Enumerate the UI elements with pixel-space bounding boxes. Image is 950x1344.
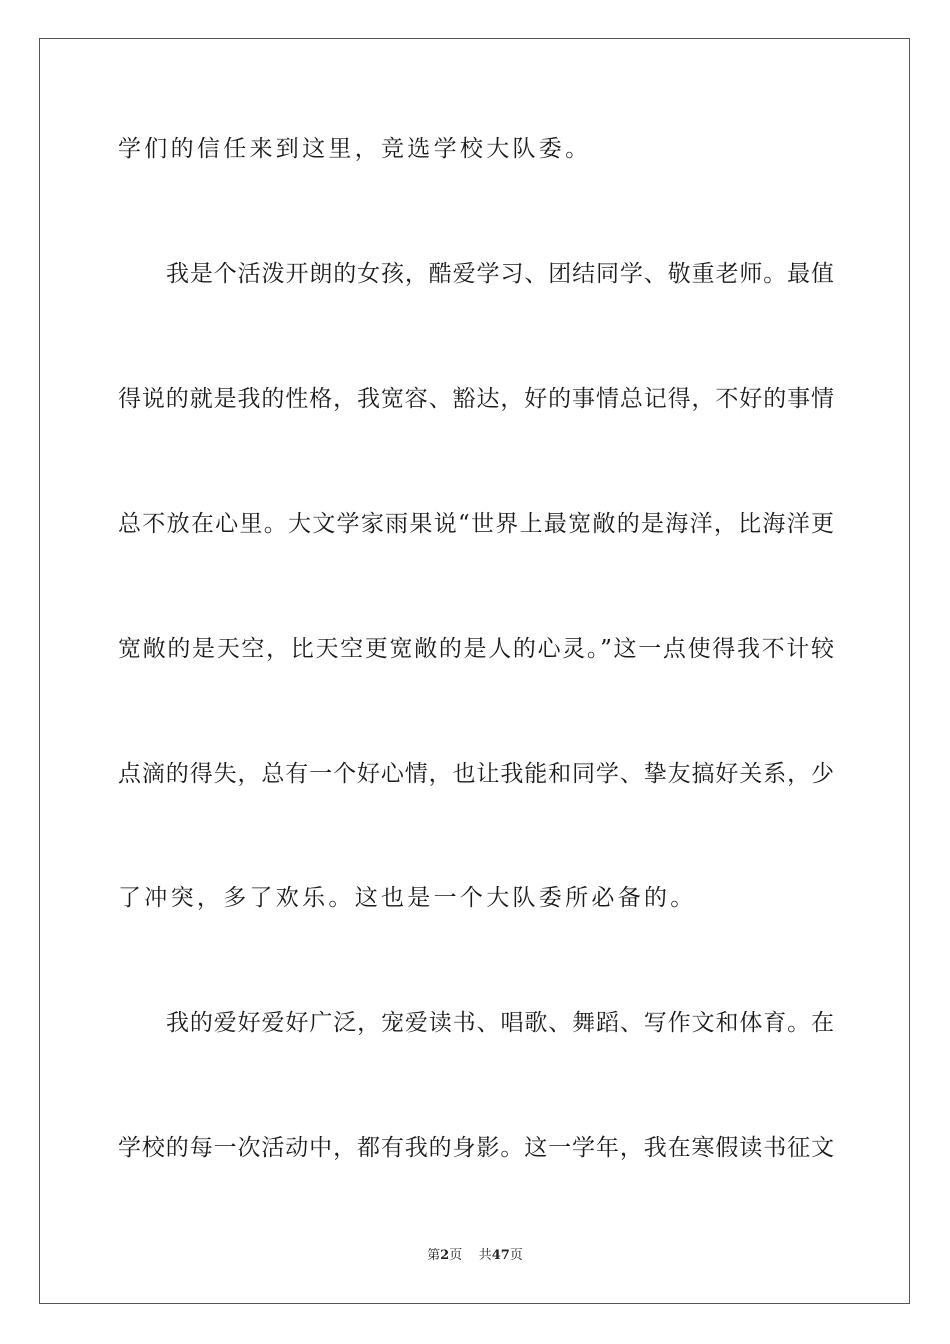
page-suffix: 页 — [449, 1248, 463, 1263]
total-suffix: 页 — [509, 1248, 523, 1263]
text-line-1: 学们的信任来到这里，竞选学校大队委。 — [118, 136, 592, 162]
text-line-2: 我是个活泼开朗的女孩，酷爱学习、团结同学、敬重老师。最值 — [166, 261, 834, 287]
text-line-4: 总不放在心里。大文学家雨果说“世界上最宽敞的是海洋，比海洋更 — [118, 511, 834, 537]
page-footer — [0, 1247, 950, 1265]
text-line-5: 宽敞的是天空，比天空更宽敞的是人的心灵。”这一点使得我不计较 — [118, 636, 834, 662]
text-line-9: 学校的每一次活动中，都有我的身影。这一学年，我在寒假读书征文 — [118, 1135, 834, 1161]
text-line-3: 得说的就是我的性格，我宽容、豁达，好的事情总记得，不好的事情 — [118, 386, 834, 412]
text-line-6: 点滴的得失，总有一个好心情，也让我能和同学、挚友搞好关系，少 — [118, 761, 834, 787]
page-number: 2 — [440, 1248, 450, 1263]
text-line-8: 我的爱好爱好广泛，宠爱读书、唱歌、舞蹈、写作文和体育。在 — [166, 1010, 834, 1036]
total-pages: 47 — [491, 1248, 510, 1263]
page-border — [39, 38, 910, 1304]
page-prefix: 第 — [427, 1248, 441, 1263]
total-prefix: 共 — [478, 1248, 492, 1263]
text-line-7: 了冲突，多了欢乐。这也是一个大队委所必备的。 — [118, 885, 697, 911]
